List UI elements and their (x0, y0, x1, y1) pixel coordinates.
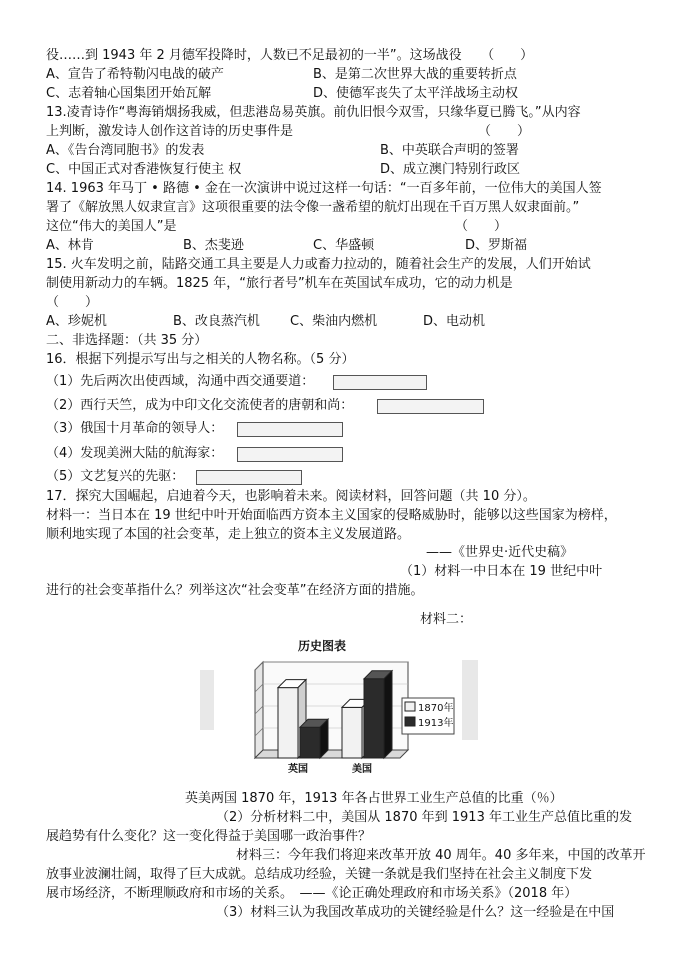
q15-option-a[interactable]: A、珍妮机 (46, 314, 107, 329)
q16-item-2: （2）西行天竺，成为中印文化交流使者的唐朝和尚： (46, 398, 354, 413)
section-two-heading: 二、非选择题：（共 35 分） (46, 333, 208, 348)
q17-sub2-line2: 展趋势有什么变化？这一变化得益于美国哪一政治事件？ (46, 829, 372, 844)
chart-caption: 英美两国 1870 年，1913 年各占世界工业生产总值的比重（％） (185, 791, 563, 806)
material-one-line2: 顺利地实现了本国的社会变革，走上独立的资本主义发展道路。 (46, 527, 411, 542)
q16-blank-4[interactable] (237, 447, 343, 462)
q13-stem-line1: 13.凌青诗作“粤海销烟扬我威，但悲港岛易英旗。前仇旧恨今双雪，只缘华夏已腾飞。”从内容 (46, 105, 581, 120)
q12-option-d[interactable]: D、使德军丧失了太平洋战场主动权 (313, 86, 519, 101)
q14-stem-line1: 14. 1963 年马丁 • 路德 • 金在一次演讲中说过这样一句话：“一百多年前，一位伟大的美国人签 (46, 181, 602, 196)
bar-0-0 (278, 688, 298, 758)
q15-stem-line1: 15. 火车发明之前，陆路交通工具主要是人力或畜力拉动的，随着社会生产的发展，人们开始试 (46, 257, 591, 272)
q14-option-d[interactable]: D、罗斯福 (465, 238, 528, 253)
material-three-line1: 材料三：今年我们将迎来改革开放 40 周年。40 多年来，中国的改革开 (236, 848, 646, 863)
bar-1-0 (342, 707, 362, 758)
q14-option-a[interactable]: A、林肯 (46, 238, 94, 253)
material-three-line2: 放事业波澜壮阔，取得了巨大成就。总结成功经验，关键一条就是我们坚持在社会主义制度下发 (46, 867, 593, 882)
chart-svg (200, 630, 490, 780)
q16-blank-3[interactable] (237, 422, 343, 437)
material-three-line3: 展市场经济，不断理顺政府和市场的关系。 ——《论正确处理政府和市场关系》（2018 年） (46, 886, 578, 901)
legend-label-1: 1913年 (418, 718, 454, 729)
material-one-source: ——《世界史·近代史稿》 (426, 545, 574, 560)
chart-title: 历史图表 (297, 639, 347, 653)
q17-sub1-line1: （1）材料一中日本在 19 世纪中叶 (400, 564, 603, 579)
q17-sub1-line2: 进行的社会变革指什么？列举这次“社会变革”在经济方面的措施。 (46, 583, 424, 598)
material-one-line1: 材料一：当日本在 19 世纪中叶开始面临西方资本主义国家的侵略威胁时，能够以这些国家为榜样， (46, 508, 617, 523)
bar-0-1 (300, 727, 320, 758)
q17-sub2-line1: （2）分析材料二中，美国从 1870 年到 1913 年工业生产总值比重的发 (216, 810, 632, 825)
material-two-label: 材料二： (420, 612, 473, 627)
q13-option-d[interactable]: D、成立澳门特别行政区 (380, 162, 521, 177)
q16-item-1: （1）先后两次出使西域，沟通中西交通要道： (46, 374, 315, 389)
q13-option-c[interactable]: C、中国正式对香港恢复行使主 权 (46, 162, 242, 177)
scan-noise-left (200, 670, 214, 730)
q12-option-b[interactable]: B、是第二次世界大战的重要转折点 (313, 67, 517, 82)
q16-stem: 16．根据下列提示写出与之相关的人物名称。（5 分） (46, 352, 355, 367)
q16-item-4: （4）发现美洲大陆的航海家： (46, 446, 224, 461)
q15-answer-bracket[interactable]: （ ） (46, 295, 99, 310)
q14-stem-line3: 这位“伟大的美国人”是 (46, 219, 177, 234)
q17-stem: 17．探究大国崛起，启迪着今天，也影响着未来。阅读材料，回答问题（共 10 分）。 (46, 489, 536, 504)
industrial-share-chart (200, 630, 490, 780)
q15-option-b[interactable]: B、改良蒸汽机 (173, 314, 260, 329)
q16-blank-5[interactable] (196, 470, 302, 485)
x-tick-label-1: 美国 (352, 764, 372, 775)
q15-stem-line2: 制使用新动力的车辆。1825 年，“旅行者号”机车在英国试车成功，它的动力机是 (46, 276, 513, 291)
q12-stem-tail: 役……到 1943 年 2 月德军投降时，人数已不足最初的一半”。这场战役 （ ） (46, 48, 534, 63)
q16-blank-2[interactable] (377, 399, 484, 414)
q16-item-5: （5）文艺复兴的先驱： (46, 469, 185, 484)
q15-option-c[interactable]: C、柴油内燃机 (290, 314, 378, 329)
q17-sub3-line1: （3）材料三认为我国改革成功的关键经验是什么？这一经验是在中国 (216, 905, 615, 920)
scan-noise-right (462, 660, 478, 740)
q13-option-b[interactable]: B、中英联合声明的签署 (380, 143, 519, 158)
q15-option-d[interactable]: D、电动机 (423, 314, 486, 329)
q12-option-c[interactable]: C、志着轴心国集团开始瓦解 (46, 86, 212, 101)
q14-stem-line2: 署了《解放黑人奴隶宣言》这项很重要的法令像一盏希望的航灯出现在千百万黑人奴隶面前。” (46, 200, 580, 215)
x-tick-label-0: 英国 (288, 764, 308, 775)
q14-option-b[interactable]: B、杰斐逊 (183, 238, 244, 253)
legend-swatch-0 (405, 702, 415, 711)
q13-answer-bracket[interactable]: （ ） (478, 124, 531, 139)
bar-side-1-1 (384, 671, 392, 758)
legend-label-0: 1870年 (418, 703, 454, 714)
legend-swatch-1 (405, 717, 415, 726)
bar-1-1 (364, 679, 384, 758)
q13-stem-line2: 上判断，激发诗人创作这首诗的历史事件是 (46, 124, 294, 139)
q13-option-a[interactable]: A、《告台湾同胞书》的发表 (46, 143, 205, 158)
q14-answer-bracket[interactable]: （ ） (455, 219, 508, 234)
q16-blank-1[interactable] (333, 375, 427, 390)
q12-option-a[interactable]: A、宣告了希特勒闪电战的破产 (46, 67, 224, 82)
q16-item-3: （3）俄国十月革命的领导人： (46, 421, 224, 436)
q14-option-c[interactable]: C、华盛顿 (313, 238, 375, 253)
